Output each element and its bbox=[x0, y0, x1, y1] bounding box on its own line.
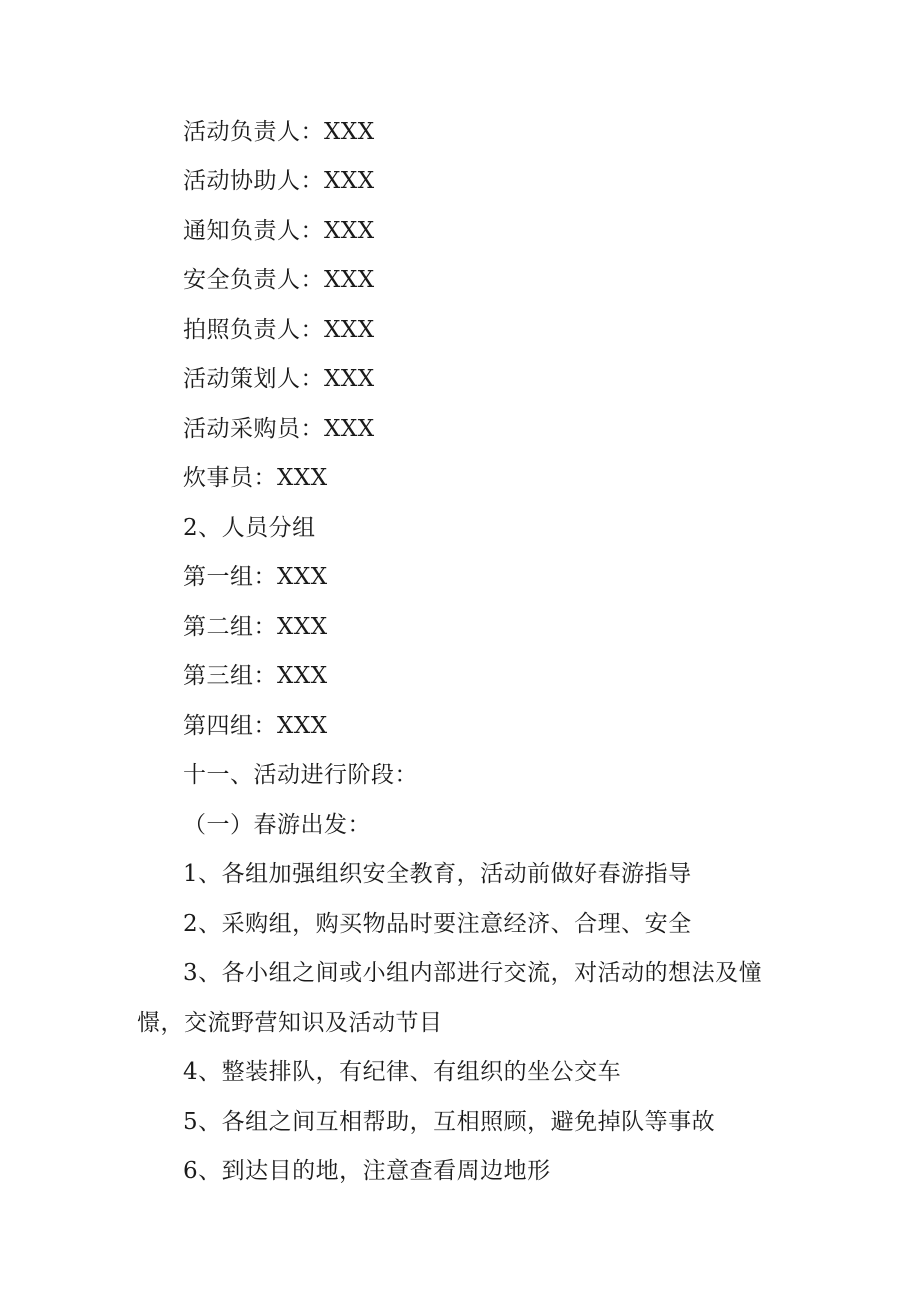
doc-line-group-one: 第一组：XXX bbox=[183, 564, 328, 590]
doc-line-activity-planner: 活动策划人：XXX bbox=[183, 366, 375, 392]
doc-line-photo-leader: 拍照负责人：XXX bbox=[183, 317, 375, 343]
doc-line-safety-leader: 安全负责人：XXX bbox=[183, 267, 375, 293]
doc-line-cook: 炊事员：XXX bbox=[183, 465, 328, 491]
doc-line-activity-leader: 活动负责人：XXX bbox=[183, 119, 375, 145]
doc-line-group-two: 第二组：XXX bbox=[183, 614, 328, 640]
doc-item-5: 5、各组之间互相帮助，互相照顾，避免掉队等事故 bbox=[183, 1109, 716, 1135]
doc-item-4: 4、整装排队，有纪律、有组织的坐公交车 bbox=[183, 1059, 622, 1085]
doc-line-section-grouping: 2、人员分组 bbox=[183, 515, 316, 541]
doc-line-notice-leader: 通知负责人：XXX bbox=[183, 218, 375, 244]
doc-item-3-continued: 憬，交流野营知识及活动节目 bbox=[137, 1010, 443, 1036]
doc-item-2: 2、采购组，购买物品时要注意经济、合理、安全 bbox=[183, 911, 692, 937]
doc-heading-activity-stage: 十一、活动进行阶段： bbox=[183, 762, 418, 788]
doc-line-activity-purchaser: 活动采购员：XXX bbox=[183, 416, 375, 442]
doc-line-group-three: 第三组：XXX bbox=[183, 663, 328, 689]
doc-item-3: 3、各小组之间或小组内部进行交流，对活动的想法及憧 bbox=[183, 960, 763, 986]
doc-line-activity-assistant: 活动协助人：XXX bbox=[183, 168, 375, 194]
doc-item-6: 6、到达目的地，注意查看周边地形 bbox=[183, 1158, 551, 1184]
doc-subheading-spring-outing: （一）春游出发： bbox=[183, 812, 371, 838]
doc-line-group-four: 第四组：XXX bbox=[183, 713, 328, 739]
doc-item-1: 1、各组加强组织安全教育，活动前做好春游指导 bbox=[183, 861, 692, 887]
